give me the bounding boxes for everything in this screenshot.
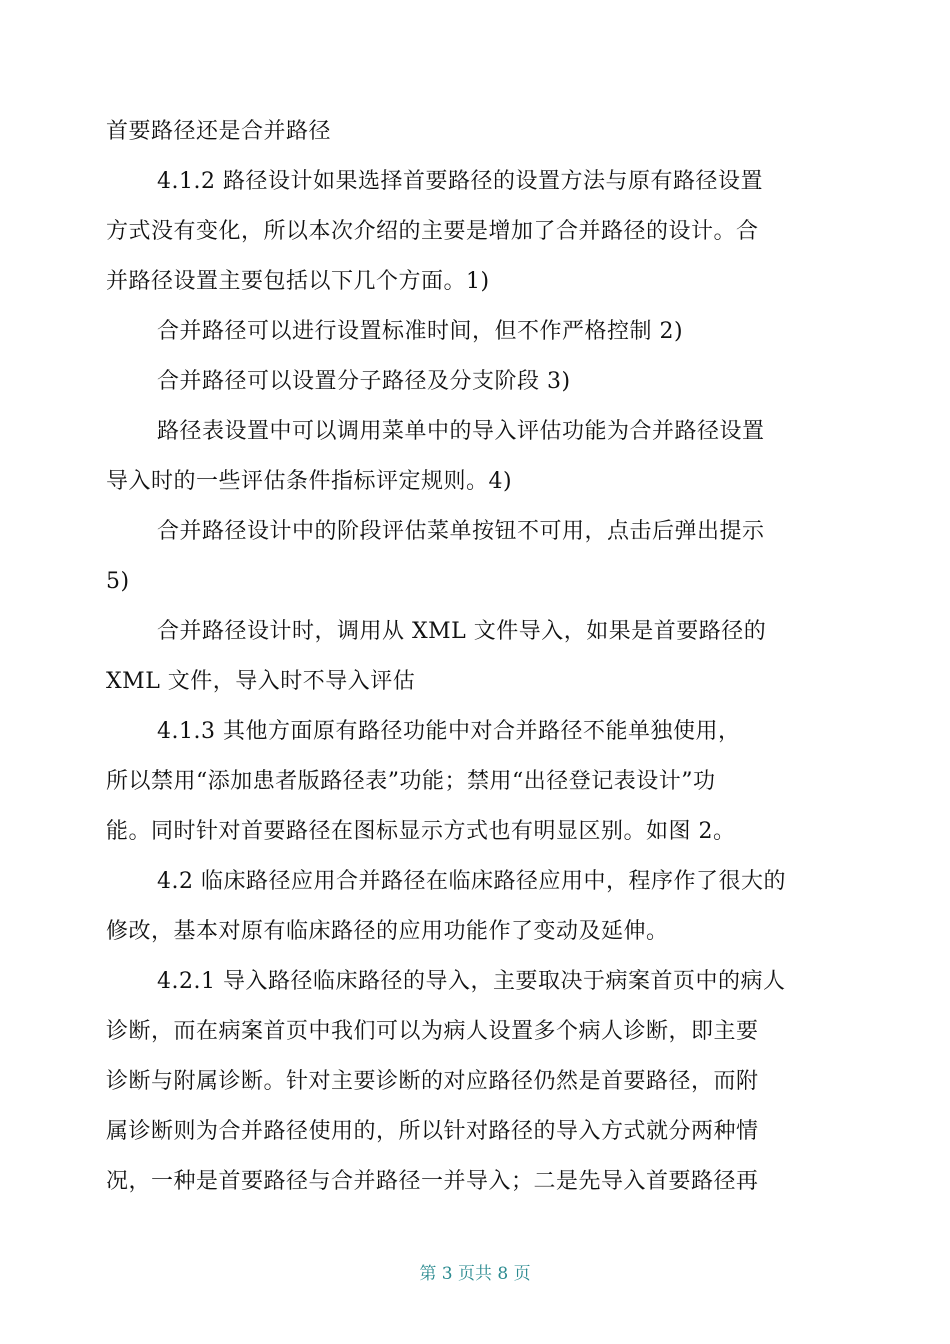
text-line-18: 4.2.1 导入路径临床路径的导入，主要取决于病案首页中的病人: [157, 969, 786, 994]
text-line-1: 首要路径还是合并路径: [106, 119, 332, 144]
text-line-5: 合并路径可以进行设置标准时间，但不作严格控制 2): [157, 319, 684, 344]
text-line-15: 能。同时针对首要路径在图标显示方式也有明显区别。如图 2。: [106, 819, 736, 844]
text-line-11: 合并路径设计时，调用从 XML 文件导入，如果是首要路径的: [157, 619, 767, 644]
text-line-16: 4.2 临床路径应用合并路径在临床路径应用中，程序作了很大的: [157, 869, 786, 894]
text-line-2: 4.1.2 路径设计如果选择首要路径的设置方法与原有路径设置: [157, 169, 763, 194]
text-line-3: 方式没有变化，所以本次介绍的主要是增加了合并路径的设计。合: [106, 219, 759, 244]
text-line-17: 修改，基本对原有临床路径的应用功能作了变动及延伸。: [106, 919, 669, 944]
text-line-6: 合并路径可以设置分子路径及分支阶段 3): [157, 369, 571, 394]
page-number-footer: 第 3 页共 8 页: [419, 1264, 531, 1284]
text-line-22: 况，一种是首要路径与合并路径一并导入；二是先导入首要路径再: [106, 1169, 759, 1194]
text-line-9: 合并路径设计中的阶段评估菜单按钮不可用，点击后弹出提示: [157, 519, 765, 544]
text-line-13: 4.1.3 其他方面原有路径功能中对合并路径不能单独使用，: [157, 719, 741, 744]
text-line-7: 路径表设置中可以调用菜单中的导入评估功能为合并路径设置: [157, 419, 765, 444]
text-line-8: 导入时的一些评估条件指标评定规则。4): [106, 469, 513, 494]
text-line-4: 并路径设置主要包括以下几个方面。1): [106, 269, 490, 294]
text-line-14: 所以禁用“添加患者版路径表”功能；禁用“出径登记表设计”功: [106, 769, 716, 794]
text-line-10: 5): [106, 569, 130, 594]
text-line-19: 诊断，而在病案首页中我们可以为病人设置多个病人诊断，即主要: [106, 1019, 759, 1044]
text-line-12: XML 文件，导入时不导入评估: [106, 669, 416, 694]
text-line-21: 属诊断则为合并路径使用的，所以针对路径的导入方式就分两种情: [106, 1119, 759, 1144]
text-line-20: 诊断与附属诊断。针对主要诊断的对应路径仍然是首要路径，而附: [106, 1069, 759, 1094]
